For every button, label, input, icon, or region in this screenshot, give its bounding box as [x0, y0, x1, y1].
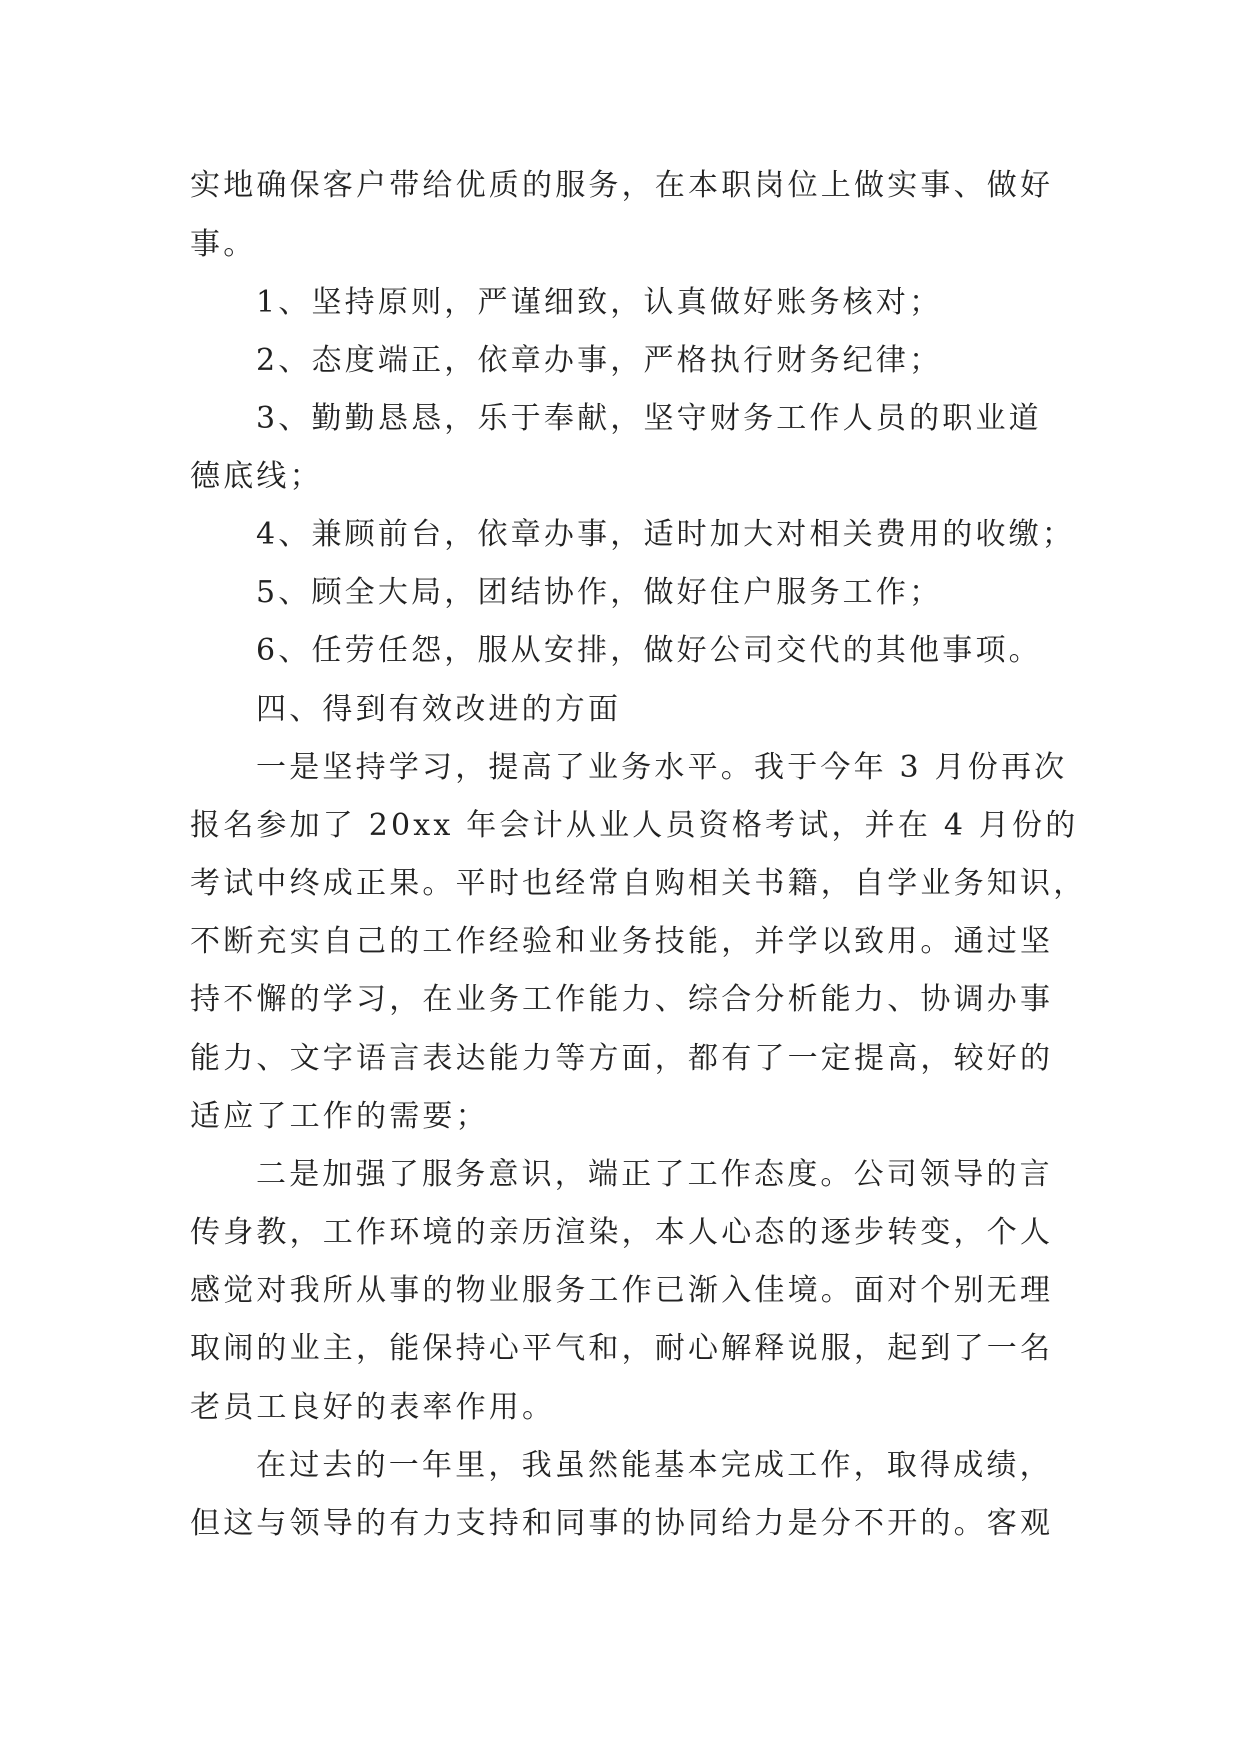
text-line: 但这与领导的有力支持和同事的协同给力是分不开的。客观: [190, 1506, 1054, 1541]
text-line: 感觉对我所从事的物业服务工作已渐入佳境。面对个别无理: [190, 1273, 1054, 1308]
text-line: 持不懈的学习，在业务工作能力、综合分析能力、协调办事: [190, 982, 1054, 1017]
text-line: 适应了工作的需要；: [190, 1099, 489, 1134]
list-item: 1、坚持原则，严谨细致，认真做好账务核对；: [256, 285, 943, 320]
text-line: 一是坚持学习，提高了业务水平。我于今年 3 月份再次: [256, 750, 1068, 785]
text-line: 不断充实自己的工作经验和业务技能，并学以致用。通过坚: [190, 924, 1054, 959]
text-line: 传身教，工作环境的亲历渲染，本人心态的逐步转变，个人: [190, 1215, 1054, 1250]
text-line: 取闹的业主，能保持心平气和，耐心解释说服，起到了一名: [190, 1331, 1054, 1366]
text-line: 德底线；: [190, 459, 323, 494]
text-line: 考试中终成正果。平时也经常自购相关书籍，自学业务知识，: [190, 866, 1087, 901]
list-item: 5、顾全大局，团结协作，做好住户服务工作；: [256, 575, 943, 610]
list-item: 6、任劳任怨，服从安排，做好公司交代的其他事项。: [256, 633, 1042, 668]
list-item: 3、勤勤恳恳，乐于奉献，坚守财务工作人员的职业道: [256, 401, 1042, 436]
text-line: 能力、文字语言表达能力等方面，都有了一定提高，较好的: [190, 1041, 1054, 1076]
text-line: 事。: [190, 227, 257, 262]
text-line: 报名参加了 20xx 年会计从业人员资格考试，并在 4 月份的: [190, 808, 1079, 843]
list-item: 4、兼顾前台，依章办事，适时加大对相关费用的收缴；: [256, 517, 1076, 552]
text-line: 二是加强了服务意识，端正了工作态度。公司领导的言: [256, 1157, 1053, 1192]
text-line: 在过去的一年里，我虽然能基本完成工作，取得成绩，: [256, 1448, 1053, 1483]
section-heading: 四、得到有效改进的方面: [256, 692, 622, 727]
list-item: 2、态度端正，依章办事，严格执行财务纪律；: [256, 343, 943, 378]
text-line: 实地确保客户带给优质的服务，在本职岗位上做实事、做好: [190, 168, 1054, 203]
text-line: 老员工良好的表率作用。: [190, 1390, 556, 1425]
